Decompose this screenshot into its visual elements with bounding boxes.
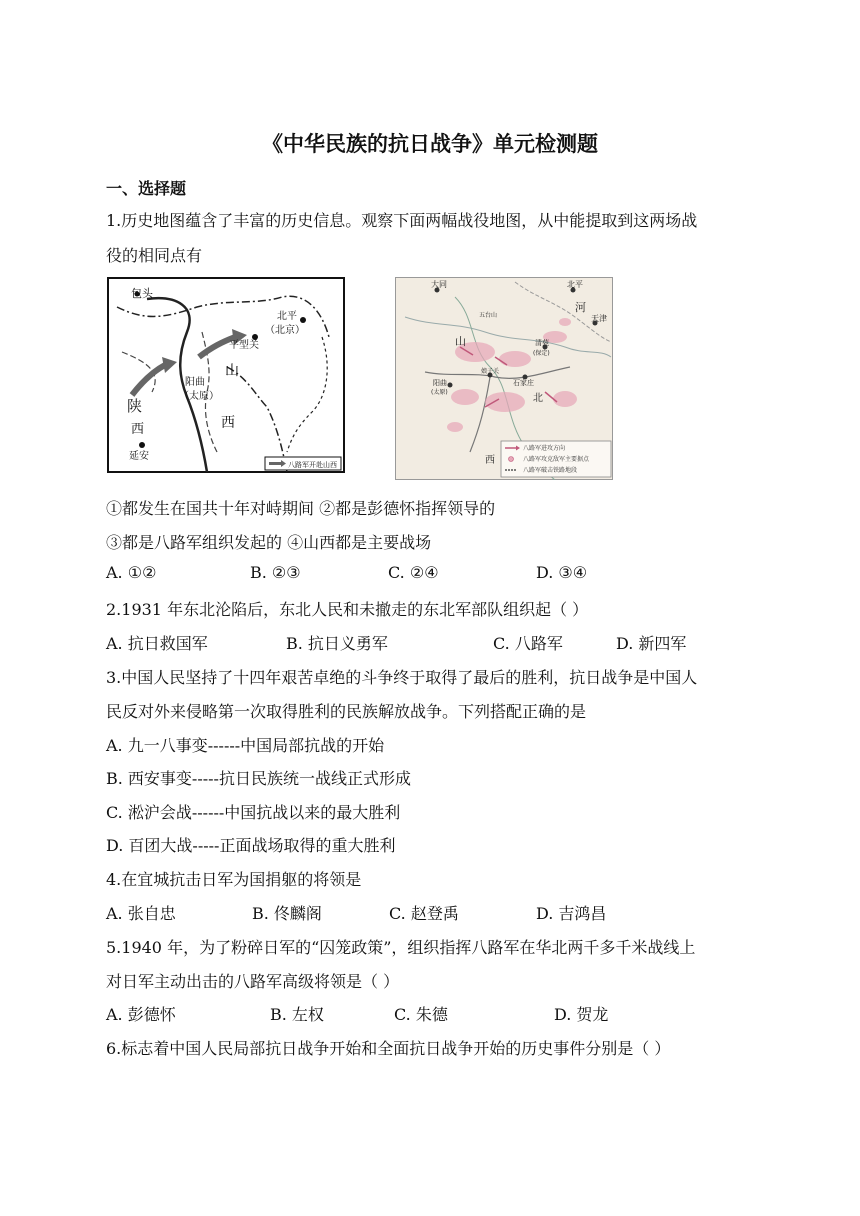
q2-option-c[interactable]: C. 八路军 bbox=[493, 634, 563, 653]
q3-stem-line2: 民反对外来侵略第一次取得胜利的民族解放战争。下列搭配正确的是 bbox=[106, 702, 587, 721]
q3-option-d[interactable]: D. 百团大战-----正面战场取得的重大胜利 bbox=[106, 836, 396, 855]
q2-stem: 2.1931 年东北沦陷后，东北人民和未撤走的东北军部队组织起（ ） bbox=[106, 600, 589, 619]
label-taiyuan: （太原） bbox=[179, 391, 219, 402]
label-datong: 大同 bbox=[431, 280, 447, 289]
q1-stem-line1: 1.历史地图蕴含了丰富的历史信息。观察下面两幅战役地图，从中能提取到这两场战 bbox=[106, 211, 698, 230]
q3-option-b[interactable]: B. 西安事变-----抗日民族统一战线正式形成 bbox=[106, 769, 411, 788]
section-heading: 一、选择题 bbox=[106, 179, 187, 198]
label-qingyuan: 清苑 bbox=[535, 339, 549, 347]
map-hundred-regiments-campaign bbox=[395, 277, 613, 480]
q5-option-d[interactable]: D. 贺龙 bbox=[554, 1005, 609, 1024]
label-shan: 山 bbox=[455, 335, 466, 348]
document-title: 《中华民族的抗日战争》单元检测题 bbox=[262, 132, 598, 156]
label-beijing: （北京） bbox=[265, 325, 305, 336]
label-xi: 西 bbox=[485, 455, 495, 466]
q4-option-d[interactable]: D. 吉鸿昌 bbox=[536, 904, 607, 923]
label-bei: 北 bbox=[533, 393, 543, 404]
map2-legend-railway: 八路军破击铁路地段 bbox=[523, 467, 578, 474]
q3-option-c[interactable]: C. 淞沪会战------中国抗战以来的最大胜利 bbox=[106, 803, 401, 822]
q5-option-b[interactable]: B. 左权 bbox=[270, 1005, 324, 1024]
map2-legend-attack: 八路军进攻方向 bbox=[523, 445, 566, 452]
label-tianjin: 天津 bbox=[591, 314, 607, 323]
q2-option-d[interactable]: D. 新四军 bbox=[616, 634, 687, 653]
label-shijiazhuang: 石家庄 bbox=[513, 379, 534, 387]
q1-stem-line2: 役的相同点有 bbox=[106, 246, 203, 265]
map1-legend-label: 八路军开赴山西 bbox=[288, 461, 337, 469]
label-pingxingguan: 平型关 bbox=[229, 340, 259, 351]
q4-option-b[interactable]: B. 佟麟阁 bbox=[252, 904, 322, 923]
label-xi-shanxi: 西 bbox=[221, 415, 235, 431]
label-taiyuan: (太原) bbox=[431, 389, 448, 396]
label-beiping: 北平 bbox=[567, 280, 583, 289]
label-yanan: 延安 bbox=[129, 451, 149, 462]
q1-option-b[interactable]: B. ②③ bbox=[250, 563, 301, 582]
q6-stem: 6.标志着中国人民局部抗日战争开始和全面抗日战争开始的历史事件分别是（ ） bbox=[106, 1039, 671, 1058]
q4-option-a[interactable]: A. 张自忠 bbox=[106, 904, 176, 923]
map2-legend-captured: 八路军攻克敌军主要据点 bbox=[523, 456, 590, 463]
q5-option-a[interactable]: A. 彭德怀 bbox=[106, 1005, 176, 1024]
q5-stem-line2: 对日军主动出击的八路军高级将领是（ ） bbox=[106, 972, 400, 991]
label-baotou: 包头 bbox=[131, 287, 153, 300]
q4-stem: 4.在宜城抗击日军为国捐躯的将领是 bbox=[106, 870, 362, 889]
q5-stem-line1: 5.1940 年，为了粉碎日军的“囚笼政策”，组织指挥八路军在华北两千多千米战线上 bbox=[106, 938, 696, 957]
label-baoding: (保定) bbox=[533, 350, 550, 357]
q5-option-c[interactable]: C. 朱德 bbox=[394, 1005, 448, 1024]
q4-option-c[interactable]: C. 赵登禹 bbox=[389, 904, 459, 923]
q1-option-a[interactable]: A. ①② bbox=[106, 563, 157, 582]
label-niangziguan: 娘子关 bbox=[481, 368, 500, 375]
q2-option-a[interactable]: A. 抗日救国军 bbox=[106, 634, 208, 653]
q3-stem-line1: 3.中国人民坚持了十四年艰苦卓绝的斗争终于取得了最后的胜利，抗日战争是中国人 bbox=[106, 668, 698, 687]
q3-option-a[interactable]: A. 九一八事变------中国局部抗战的开始 bbox=[106, 736, 385, 755]
q1-statement-1-2: ①都发生在国共十年对峙期间 ②都是彭德怀指挥领导的 bbox=[106, 499, 496, 518]
label-shan: 山 bbox=[225, 363, 239, 379]
map-pingxingguan-campaign bbox=[107, 277, 345, 473]
label-he: 河 bbox=[575, 301, 586, 314]
label-yangqu: 阳曲 bbox=[185, 377, 205, 388]
label-beiping: 北平 bbox=[277, 311, 297, 322]
q2-option-b[interactable]: B. 抗日义勇军 bbox=[286, 634, 388, 653]
label-shaan: 陕 bbox=[127, 397, 143, 415]
label-xi-shaanxi: 西 bbox=[131, 422, 145, 437]
label-wutaishan: 五台山 bbox=[479, 312, 498, 319]
q1-option-c[interactable]: C. ②④ bbox=[388, 563, 439, 582]
label-yangqu: 阳曲 bbox=[433, 379, 447, 387]
q1-statement-3-4: ③都是八路军组织发起的 ④山西都是主要战场 bbox=[106, 533, 432, 552]
q1-option-d[interactable]: D. ③④ bbox=[536, 563, 588, 582]
